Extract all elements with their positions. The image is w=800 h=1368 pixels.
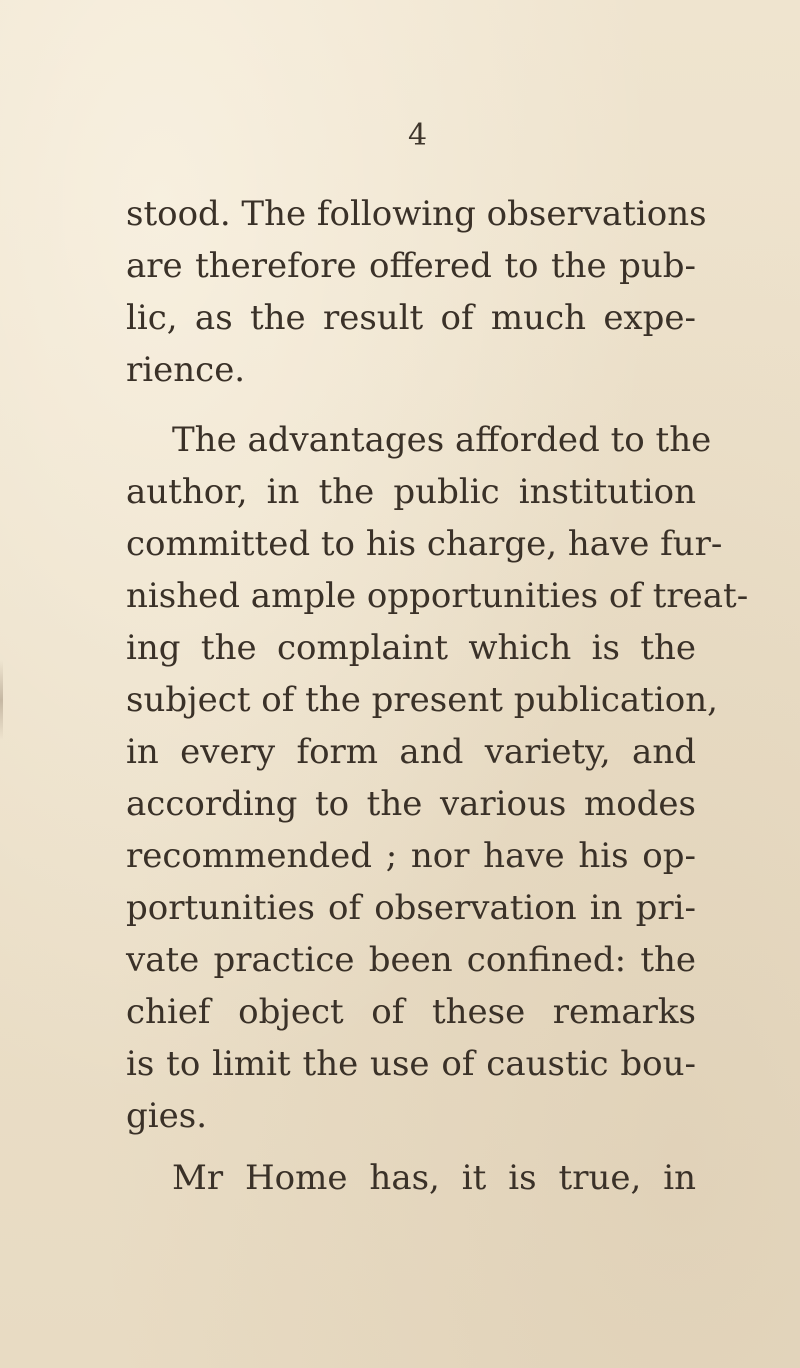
text-line: subject of the present publication,	[126, 680, 718, 720]
page-number: 4	[408, 118, 428, 153]
paragraph-2	[126, 414, 749, 1142]
text-line: The advantages afforded to the	[172, 420, 712, 460]
text-line: ing the complaint which is the	[126, 628, 696, 668]
text-line: is to limit the use of caustic bou-	[126, 1044, 696, 1084]
text-line: in every form and variety, and	[126, 732, 696, 772]
paragraph-1	[126, 188, 707, 396]
text-line: author, in the public institution	[126, 472, 696, 512]
text-line: vate practice been confined: the	[126, 940, 696, 980]
text-line: portunities of observation in pri-	[126, 888, 696, 928]
text-line: lic, as the result of much expe-	[126, 298, 696, 338]
text-line: committed to his charge, have fur-	[126, 524, 723, 564]
text-line: Mr Home has, it is true, in	[172, 1158, 696, 1198]
text-line: recommended ; nor have his op-	[126, 836, 696, 876]
text-line: are therefore offered to the pub-	[126, 246, 696, 286]
text-line: stood. The following observations	[126, 194, 707, 234]
text-line: rience.	[126, 350, 246, 390]
text-line: gies.	[126, 1096, 208, 1136]
text-line: chief object of these remarks	[126, 992, 696, 1032]
text-line: nished ample opportunities of treat-	[126, 576, 749, 616]
text-line: according to the various modes	[126, 784, 696, 824]
page-edge-shadow	[0, 660, 3, 740]
paragraph-3	[126, 1152, 696, 1204]
